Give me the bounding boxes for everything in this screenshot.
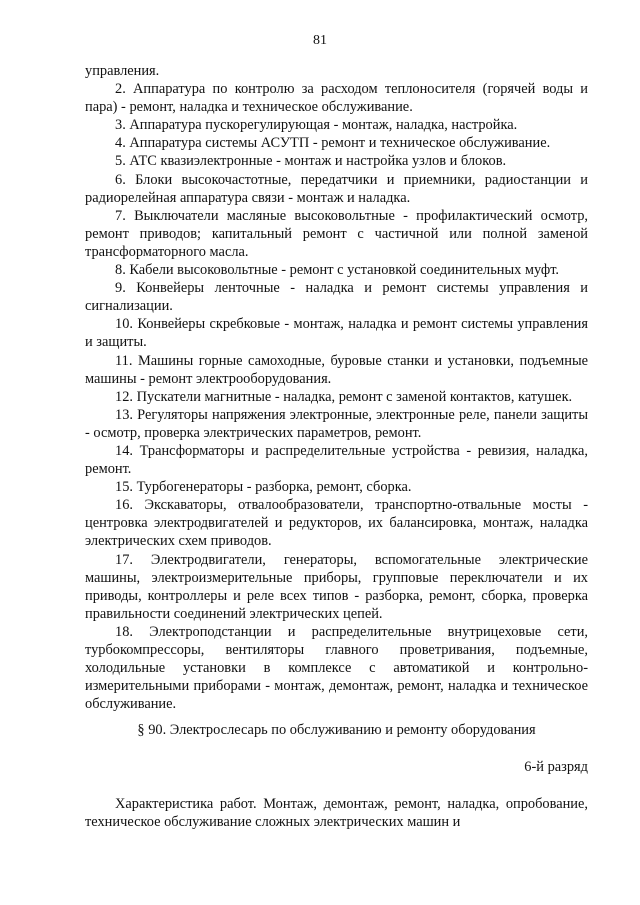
list-item: 11. Машины горные самоходные, буровые станки и установки, подъемные машины - ремонт электрооборудования. bbox=[85, 352, 588, 387]
list-item: 16. Экскаваторы, отвалообразователи, транспортно-отвальные мосты - центровка электродвигателей и редукторов, их балансировка, монтаж, наладка электрических схем приводов. bbox=[85, 497, 588, 550]
list-item: 15. Турбогенераторы - разборка, ремонт, сборка. bbox=[115, 479, 412, 496]
continuation-text: управления. bbox=[85, 63, 160, 79]
characteristics-text: Характеристика работ. Монтаж, демонтаж, ремонт, наладка, опробование, техническое обслуживание сложных электрических машин и bbox=[85, 796, 588, 831]
list-item: 2. Аппаратура по контролю за расходом теплоносителя (горячей воды и пара) - ремонт, наладка и техническое обслуживание. bbox=[85, 81, 588, 116]
section-heading: § 90. Электрослесарь по обслуживанию и ремонту оборудования bbox=[137, 722, 536, 738]
list-item: 6. Блоки высокочастотные, передатчики и приемники, радиостанции и радиорелейная аппаратура связи - монтаж и наладка. bbox=[85, 171, 588, 206]
grade-label: 6-й разряд bbox=[524, 759, 588, 775]
list-body bbox=[85, 62, 588, 713]
list-item: 13. Регуляторы напряжения электронные, электронные реле, панели защиты - осмотр, проверка электрических параметров, ремонт. bbox=[85, 406, 588, 441]
list-item: 4. Аппаратура системы АСУТП - ремонт и техническое обслуживание. bbox=[115, 135, 551, 152]
list-item: 9. Конвейеры ленточные - наладка и ремонт системы управления и сигнализации. bbox=[85, 280, 588, 315]
list-item: 5. АТС квазиэлектронные - монтаж и настройка узлов и блоков. bbox=[115, 153, 507, 170]
page-number: 81 bbox=[313, 33, 327, 48]
list-item: 14. Трансформаторы и распределительные устройства - ревизия, наладка, ремонт. bbox=[85, 442, 588, 478]
list-item: 7. Выключатели масляные высоковольтные - профилактический осмотр, ремонт приводов; капитальный ремонт с частичной или полной заменой трансформаторного масла. bbox=[85, 207, 588, 260]
list-item: 17. Электродвигатели, генераторы, вспомогательные электрические машины, электроизмерительные приборы, групповые переключатели и их приводы, контроллеры и реле всех типов - разборка, ремонт, сборка, проверка правильности соединений электрических цепей. bbox=[85, 551, 588, 622]
list-item: 8. Кабели высоковольтные - ремонт с установкой соединительных муфт. bbox=[115, 262, 559, 279]
list-item: 10. Конвейеры скребковые - монтаж, наладка и ремонт системы управления и защиты. bbox=[85, 316, 588, 351]
list-item: 3. Аппаратура пускорегулирующая - монтаж, наладка, настройка. bbox=[115, 117, 518, 134]
list-item: 18. Электроподстанции и распределительные внутрицеховые сети, турбокомпрессоры, вентиляторы главного проветривания, подъемные, холодильные установки в комплексе с автоматикой и контрольно-измерительными приборами - монтаж, демонтаж, ремонт, наладка и техническое обслуживание. bbox=[85, 623, 588, 713]
list-item: 12. Пускатели магнитные - наладка, ремонт с заменой контактов, катушек. bbox=[115, 388, 573, 405]
